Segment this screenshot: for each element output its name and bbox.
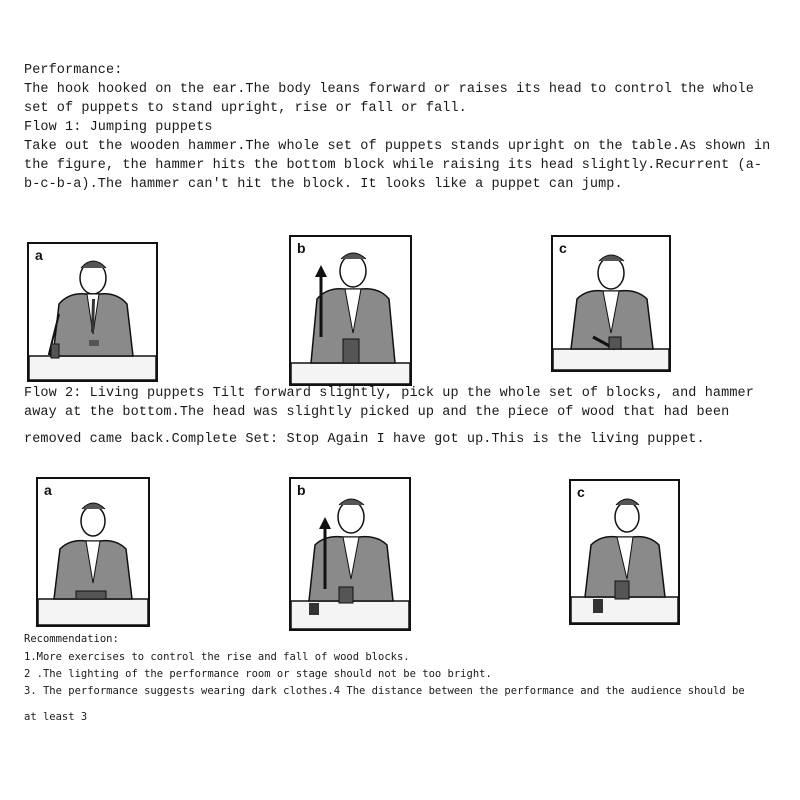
flow1-line-3: b-c-b-a).The hammer can't hit the block. It looks like a puppet can jump. [24,177,623,192]
performer-illustration [571,481,678,623]
recommendation-heading: Recommendation: [24,633,119,645]
figure-letter: a [44,482,52,498]
flow1-figure-b [289,235,412,386]
flow1-heading: Flow 1: Jumping puppets [24,120,213,135]
flow1-figure-c [551,235,671,372]
flow2-line-2: away at the bottom.The head was slightly picked up and the piece of wood that had been [24,405,730,420]
flow2-line-1: Flow 2: Living puppets Tilt forward slightly, pick up the whole set of blocks, and hammer [24,386,754,401]
performance-line-2: set of puppets to stand upright, rise or fall or fall. [24,101,467,116]
figure-letter: c [559,240,567,256]
performer-illustration [291,237,410,384]
flow1-line-2: the figure, the hammer hits the bottom block while raising its head slightly.Recurrent (a- [24,158,763,173]
performance-heading: Performance: [24,63,123,78]
flow2-figure-c [569,479,680,625]
performer-illustration [291,479,409,629]
flow2-figure-a [36,477,150,627]
flow2-line-3: removed came back.Complete Set: Stop Again I have got up.This is the living puppet. [24,432,705,447]
performer-illustration [29,244,156,380]
figure-letter: b [297,482,306,498]
figure-letter: a [35,247,43,263]
figure-letter: c [577,484,585,500]
performer-illustration [38,479,148,625]
figure-letter: b [297,240,306,256]
recommendation-line-4: at least 3 [24,711,88,723]
flow2-figure-b [289,477,411,631]
performance-line-1: The hook hooked on the ear.The body leans forward or raises its head to control the whole [24,82,754,97]
flow1-line-1: Take out the wooden hammer.The whole set of puppets stands upright on the table.As shown in [24,139,771,154]
recommendation-line-3: 3. The performance suggests wearing dark clothes.4 The distance between the performance and the audience should be [24,685,745,697]
flow1-figure-a [27,242,158,382]
recommendation-line-2: 2 .The lighting of the performance room or stage should not be too bright. [24,668,492,680]
recommendation-line-1: 1.More exercises to control the rise and fall of wood blocks. [24,651,410,663]
performer-illustration [553,237,669,370]
